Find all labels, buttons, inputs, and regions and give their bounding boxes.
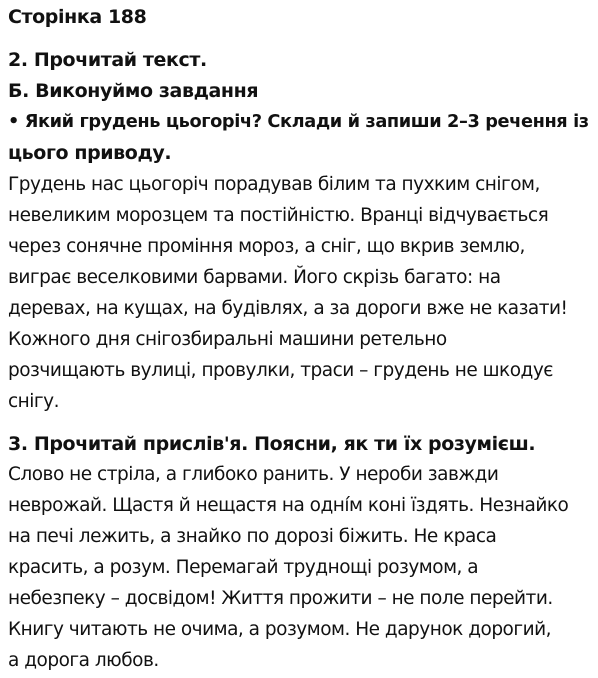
task-2-answer-line: деревах, на кущах, на будівлях, а за дороги вже не казати! (8, 298, 568, 319)
task-2-answer-line: Грудень нас цьогоріч порадував білим та пухким снігом, (8, 174, 540, 195)
task-2-answer-line: невеликим морозцем та постійністю. Вранці відчувається (8, 205, 549, 226)
task-3-answer-line: неврожай. Щастя й нещастя на одні́м коні їздять. Незнайко (8, 495, 569, 516)
task-2-question-line-2: цього приводу. (8, 142, 172, 164)
task-2-answer-line: розчищають вулиці, провулки, траси – грудень не шкодує (8, 360, 553, 381)
task-2-answer-line: снігу. (8, 391, 59, 412)
task-2-answer-line: виграє веселковими барвами. Його скрізь багато: на (8, 267, 501, 288)
page-title: Сторінка 188 (8, 6, 147, 28)
task-2-question-line-1: • Який грудень цьогоріч? Склади й запиши 2–3 речення із (8, 112, 589, 132)
task-3-answer-line: небезпеку – досвідом! Життя прожити – не поле перейти. (8, 588, 553, 609)
task-3-answer-line: Книгу читають не очима, а розумом. Не дарунок дорогий, (8, 619, 552, 640)
task-2-subheading: Б. Виконуймо завдання (8, 80, 259, 102)
task-3-answer-line: Слово не стріла, а глибоко ранить. У нероби завжди (8, 464, 499, 485)
task-3-answer-line: красить, а розум. Перемагай труднощі розумом, а (8, 557, 479, 578)
task-3-answer-line: а дорога любов. (8, 650, 159, 671)
task-2-answer-line: через сонячне проміння мороз, а сніг, що вкрив землю, (8, 236, 525, 257)
task-3-answer-line: на печі лежить, а знайко по дорозі біжить. Не краса (8, 526, 497, 547)
task-3-heading: 3. Прочитай прислів'я. Поясни, як ти їх розумієш. (8, 433, 536, 455)
task-2-answer-line: Кожного дня снігозбиральні машини ретельно (8, 329, 447, 350)
task-2-heading: 2. Прочитай текст. (8, 49, 207, 71)
